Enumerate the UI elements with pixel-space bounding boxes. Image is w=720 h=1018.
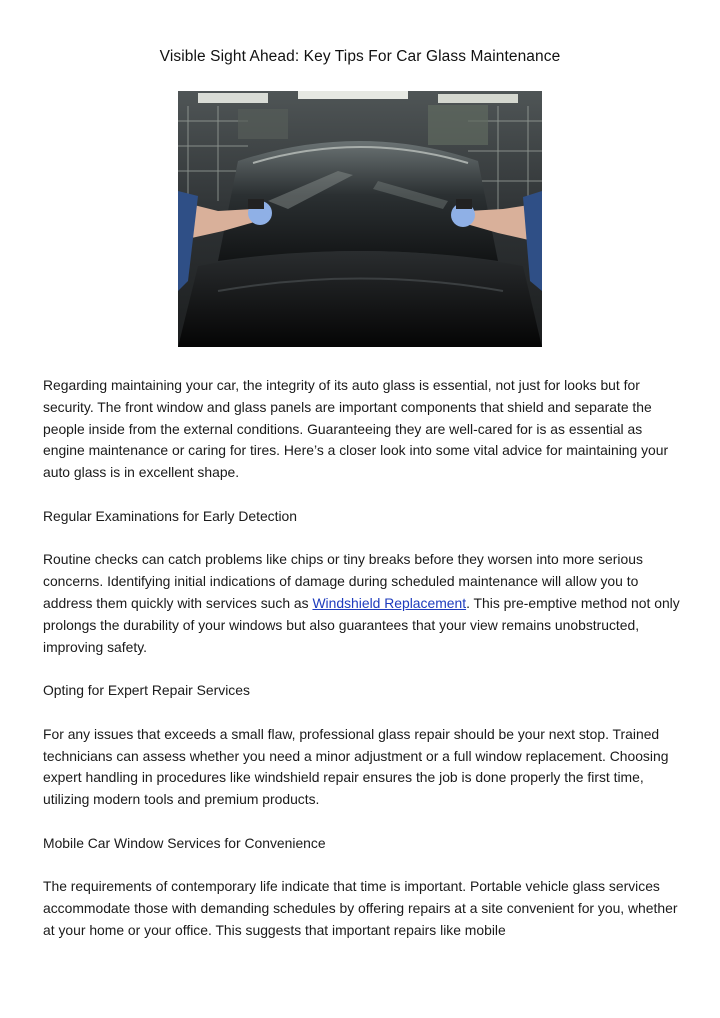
intro-paragraph: Regarding maintaining your car, the integrity of its auto glass is essential, not just for looks but for security. The front window and glass panels are important components that shield and separate the people inside from the external conditions. Guaranteeing they are well-cared for is as essential as engine maintenance or caring for tires. Here’s a closer look into some vital advice for maintaining your auto glass is in excellent shape.: [43, 377, 669, 481]
windshield-replacement-link[interactable]: Windshield Replacement: [312, 594, 467, 611]
section-heading-expert-repair: Opting for Expert Repair Services: [43, 682, 250, 699]
document-title: Visible Sight Ahead: Key Tips For Car Glass Maintenance: [159, 48, 561, 65]
windshield-photo: [178, 91, 542, 347]
section-heading-regular-examinations: Regular Examinations for Early Detection: [43, 507, 298, 524]
expert-repair-paragraph: For any issues that exceeds a small flaw, professional glass repair should be your next stop. Trained technicians can assess whether you need a minor adjustment or a full window replacement. Choosing expert handling in procedures like windshield repair ensures the job is done properly the first time, utilizing modern tools and premium products.: [43, 725, 669, 808]
article-body: [43, 375, 683, 942]
regular-examinations-paragraph: [43, 549, 683, 658]
mobile-services-paragraph: The requirements of contemporary life indicate that time is important. Portable vehicle glass services accommodate those with demanding schedules by offering repairs at a site convenient for you, whether at your home or your office. This suggests that important repairs like mobile: [43, 878, 678, 938]
section-heading-mobile-services: Mobile Car Window Services for Convenience: [43, 834, 326, 851]
paragraph-text: . This pre-emptive method not only prolongs the durability of your windows but also guarantees that your view remains unobstructed, improving safety.: [43, 594, 680, 655]
paragraph-text: Routine checks can catch problems like chips or tiny breaks before they worsen into more serious concerns. Identifying initial indications of damage during scheduled maintenance will allow you to address them quickly with services such as: [43, 551, 643, 611]
